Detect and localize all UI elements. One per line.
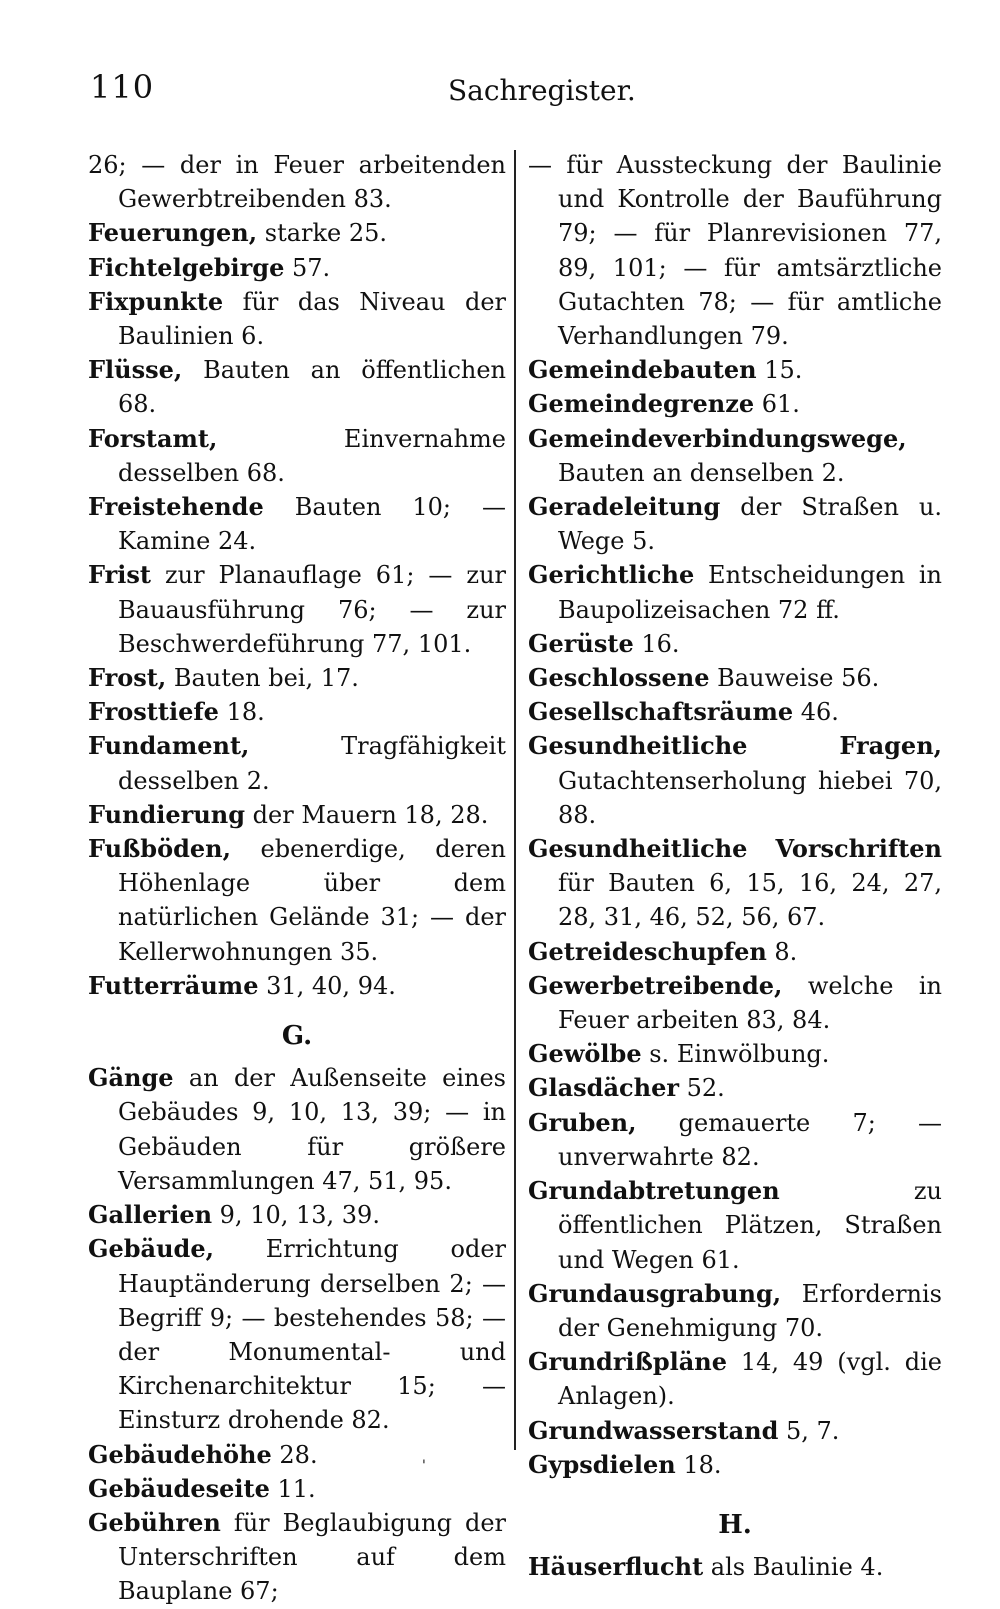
index-entry [88, 148, 506, 216]
index-entry [528, 1448, 942, 1482]
stray-mark: ' [422, 1458, 426, 1474]
entry-keyword: Gebäudeseite [88, 1473, 270, 1503]
right-column [528, 148, 942, 1584]
entry-keyword: Forstamt, [88, 423, 218, 453]
index-entry [528, 832, 942, 935]
entry-text: Bauten an denselben 2. [558, 458, 845, 487]
entry-keyword: Getreideschupfen [528, 936, 767, 966]
entry-keyword: Flüsse, [88, 355, 183, 385]
entry-keyword: Frist [88, 560, 151, 590]
index-entry [88, 1506, 506, 1609]
entry-keyword: Häuserflucht [528, 1552, 704, 1582]
entry-keyword: Fichtelgebirge [88, 252, 285, 282]
entry-keyword: Gesundheitliche Fragen, [528, 731, 942, 761]
index-entry [528, 558, 942, 626]
index-entry [88, 251, 506, 285]
right-entries-h [528, 1550, 942, 1584]
entry-text: 9, 10, 13, 39. [212, 1201, 380, 1230]
index-entry [528, 1277, 942, 1345]
entry-text: welche in Feuer arbeiten 83, 84. [558, 971, 942, 1035]
index-entry [88, 1472, 506, 1506]
entry-text: an der Außenseite eines Gebäudes 9, 10, 13, 39; — in Gebäuden für größere Versammlungen 47, 51, 95. [118, 1064, 506, 1195]
entry-text: 14, 49 (vgl. die Anlagen). [558, 1348, 942, 1411]
index-entry [528, 1106, 942, 1174]
entry-keyword: Grundrißpläne [528, 1347, 727, 1377]
entry-text: Errichtung oder Hauptänderung derselben 2; — Begriff 9; — bestehendes 58; — der Monumental- und Kirchenarchitektur 15; — Einsturz drohende 82. [118, 1235, 506, 1435]
entry-text: Bauten an öffentlichen 68. [118, 356, 506, 419]
index-entry [88, 558, 506, 661]
entry-text: für Beglaubigung der Unterschriften auf dem Bauplane 67; [118, 1508, 506, 1606]
entry-keyword: Futterräume [88, 970, 259, 1000]
entry-text: 16. [633, 629, 680, 658]
entry-keyword: Feuerungen, [88, 218, 258, 248]
entry-text: Einvernahme desselben 68. [118, 424, 506, 487]
entry-text: Gutachtenserholung hiebei 70, 88. [558, 766, 942, 829]
entry-keyword: Glasdächer [528, 1073, 679, 1103]
entry-keyword: Grundwasserstand [528, 1415, 779, 1445]
index-entry [528, 1550, 942, 1584]
entry-text: gemauerte 7; — unverwahrte 82. [558, 1108, 942, 1171]
entry-keyword: Gypsdielen [528, 1449, 676, 1479]
entry-keyword: Gebühren [88, 1507, 221, 1537]
index-entry [528, 729, 942, 832]
index-entry [88, 1198, 506, 1232]
entry-text: 46. [793, 698, 839, 727]
entry-text: Entscheidungen in Baupolizeisachen 72 ff. [558, 561, 942, 624]
entry-text: s. Einwölbung. [641, 1040, 830, 1069]
entry-text: als Baulinie 4. [703, 1553, 884, 1582]
left-column [88, 148, 506, 1609]
entry-text: 26; — der in Feuer arbeitenden Gewerbtreibenden 83. [88, 151, 506, 214]
entry-text: 15. [756, 356, 803, 385]
index-entry [528, 661, 942, 695]
index-entry [528, 148, 942, 353]
entry-keyword: Gallerien [88, 1200, 213, 1230]
section-letter-g: G. [281, 1021, 313, 1052]
index-entry [88, 798, 506, 832]
entry-keyword: Gruben, [528, 1107, 637, 1137]
column-divider [514, 150, 516, 1450]
entry-text: 18. [675, 1450, 722, 1479]
entry-keyword: Fundierung [88, 799, 246, 829]
index-entry [528, 935, 942, 969]
entry-text: 5, 7. [778, 1416, 840, 1445]
index-entry [528, 627, 942, 661]
entry-keyword: Fixpunkte [88, 286, 224, 316]
index-entry [528, 1414, 942, 1448]
index-entry [88, 1061, 506, 1198]
index-entry [88, 285, 506, 353]
entry-text: Bauten bei, 17. [166, 664, 359, 693]
entry-text: der Mauern 18, 28. [245, 800, 489, 829]
index-entry [528, 695, 942, 729]
index-entry [88, 353, 506, 421]
entry-text: 57. [284, 253, 331, 282]
entry-text: zu öffentlichen Plätzen, Straßen und Wegen 61. [558, 1177, 942, 1274]
entry-text: 28. [271, 1440, 318, 1469]
entry-text: — für Aussteckung der Baulinie und Kontrolle der Bauführung 79; — für Planrevisionen 77, 89, 101; — für amtsärztliche Gutachten 78; — für amtliche Verhandlungen 79. [528, 151, 942, 351]
entry-text: zur Planauflage 61; — zur Bauausführung 76; — zur Beschwerdeführung 77, 101. [118, 561, 506, 658]
entry-keyword: Gebäudehöhe [88, 1439, 272, 1469]
entry-text: für Bauten 6, 15, 16, 24, 27, 28, 31, 46, 52, 56, 67. [558, 869, 942, 932]
entry-keyword: Gemeindegrenze [528, 389, 755, 419]
entry-keyword: Gerüste [528, 628, 634, 658]
entry-keyword: Gebäude, [88, 1234, 214, 1264]
entry-keyword: Gerichtliche [528, 560, 695, 590]
left-entries-f [88, 148, 506, 1003]
index-entry [88, 216, 506, 250]
page-number: 110 [90, 68, 155, 106]
entry-text: ebenerdige, deren Höhenlage über dem natürlichen Gelände 31; — der Kellerwohnungen 35. [118, 835, 506, 966]
left-entries-g [88, 1061, 506, 1608]
entry-keyword: Gewölbe [528, 1039, 642, 1069]
entry-text: 31, 40, 94. [258, 971, 396, 1000]
index-entry [88, 832, 506, 969]
index-entry [88, 422, 506, 490]
entry-text: 11. [269, 1474, 316, 1503]
index-entry [528, 1037, 942, 1071]
index-entry [528, 1174, 942, 1277]
index-entry [88, 490, 506, 558]
entry-text: Erfordernis der Genehmigung 70. [558, 1279, 942, 1342]
entry-keyword: Gesellschaftsräume [528, 697, 794, 727]
entry-keyword: Gesundheitliche Vorschriften [528, 834, 942, 864]
entry-keyword: Gemeindeverbindungswege, [528, 423, 907, 453]
entry-text: der Straßen u. Wege 5. [558, 493, 942, 556]
entry-keyword: Grundausgrabung, [528, 1278, 782, 1308]
index-entry [88, 1438, 506, 1472]
entry-text: Tragfähigkeit desselben 2. [118, 732, 506, 795]
index-entry [88, 729, 506, 797]
index-entry [88, 969, 506, 1003]
index-entry [528, 1345, 942, 1413]
entry-keyword: Fußböden, [88, 834, 231, 864]
entry-keyword: Grundabtretungen [528, 1176, 780, 1206]
entry-keyword: Gemeindebauten [528, 355, 757, 385]
entry-text: 8. [766, 937, 798, 966]
entry-keyword: Geschlossene [528, 663, 710, 693]
entry-text: Bauweise 56. [709, 664, 880, 693]
index-entry [528, 490, 942, 558]
entry-text: Bauten 10; — Kamine 24. [118, 493, 506, 556]
right-entries-g [528, 148, 942, 1482]
entry-keyword: Gewerbetreibende, [528, 970, 783, 1000]
running-head: Sachregister. [448, 74, 636, 107]
entry-text: 52. [678, 1074, 725, 1103]
index-entry [88, 695, 506, 729]
index-entry [528, 422, 942, 490]
index-entry [528, 387, 942, 421]
index-entry [528, 1071, 942, 1105]
index-entry [88, 661, 506, 695]
entry-keyword: Gänge [88, 1063, 174, 1093]
index-entry [528, 353, 942, 387]
section-letter-h: H. [718, 1509, 752, 1540]
entry-keyword: Geradeleitung [528, 492, 721, 522]
index-entry [528, 969, 942, 1037]
entry-keyword: Fundament, [88, 731, 250, 761]
index-entry [88, 1232, 506, 1437]
entry-keyword: Frost, [88, 663, 167, 693]
entry-text: 61. [754, 390, 800, 419]
entry-keyword: Frosttiefe [88, 697, 219, 727]
entry-text: für das Niveau der Baulinien 6. [118, 287, 506, 351]
entry-text: 18. [218, 698, 265, 727]
entry-keyword: Freistehende [88, 492, 264, 522]
entry-text: starke 25. [257, 219, 388, 248]
